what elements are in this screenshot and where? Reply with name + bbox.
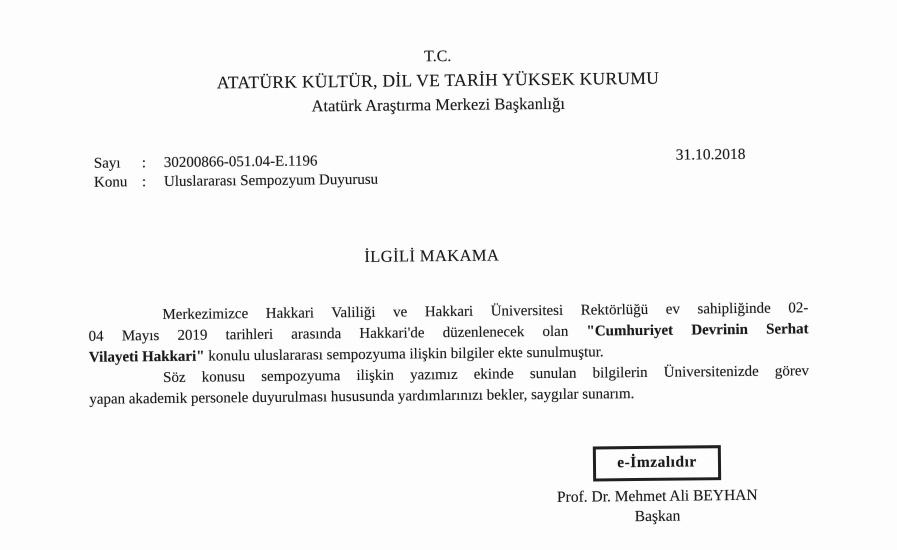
signatory-name: Prof. Dr. Mehmet Ali BEYHAN [556, 486, 758, 506]
konu-value: Uluslararası Sempozyum Duyurusu [163, 171, 379, 190]
reference-block [94, 152, 379, 193]
letterhead-institution: ATATÜRK KÜLTÜR, DİL VE TARİH YÜKSEK KURUMU [216, 67, 660, 93]
letterhead-department: Atatürk Araştırma Merkezi Başkanlığı [311, 93, 565, 116]
sayi-label: Sayı [93, 155, 121, 172]
salutation: İLGİLİ MAKAMA [364, 245, 500, 266]
letter-body [88, 298, 809, 411]
sayi-colon: : [141, 155, 147, 172]
e-signature-stamp: e-İmzalıdır [593, 445, 721, 481]
sayi-value: 30200866-051.04-E.1196 [163, 153, 318, 171]
konu-label: Konu [93, 174, 128, 191]
konu-colon: : [141, 174, 147, 191]
body-text-segment-bold: Vilayeti Hakkari" [88, 348, 205, 366]
body-text-segment: yapan akademik personele duyurulması hususunda yardımlarınızı bekler, saygılar sunarım. [89, 386, 635, 408]
body-text-segment: Söz konusu sempozyuma ilişkin yazımız ekinde sunulan bilgilerin Üniversitenizde görev [162, 363, 810, 386]
signatory-title: Başkan [634, 507, 681, 526]
document-date: 31.10.2018 [675, 145, 746, 164]
body-text-segment-bold: "Cumhuriyet Devrinin Serhat [586, 321, 809, 340]
body-text-segment: 04 Mayıs 2019 tarihleri arasında Hakkari'de düzenlenecek olan [88, 323, 587, 345]
letterhead-tc: T.C. [423, 47, 452, 66]
body-text-segment: konulu uluslararası sempozyuma ilişkin bilgiler ekte sunulmuştur. [204, 344, 604, 365]
subject-row [94, 171, 378, 193]
body-text-segment: Merkezimizce Hakkari Valiliği ve Hakkari Üniversitesi Rektörlüğü ev sahipliğinde 02- [162, 300, 809, 323]
letterhead [0, 41, 878, 120]
signature-block [540, 445, 775, 528]
